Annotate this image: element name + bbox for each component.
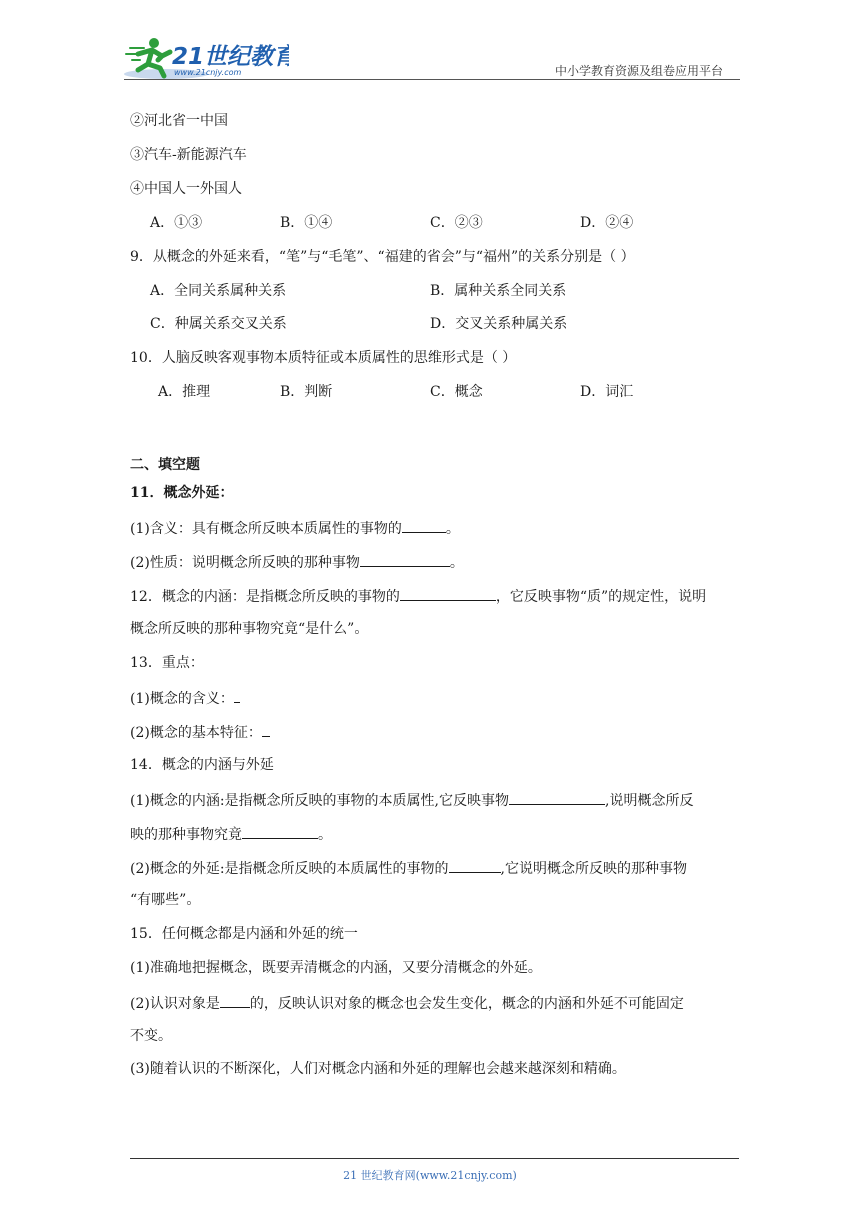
q14-blank-2[interactable]	[242, 824, 318, 839]
q10-option-c[interactable]: C．概念	[430, 384, 483, 400]
footer-divider	[130, 1158, 739, 1159]
q14-line-2-text: 映的那种事物究竟	[130, 827, 242, 843]
q9-option-c[interactable]: C．种属关系交叉关系	[150, 316, 287, 332]
q9-stem: 9．从概念的外延来看，“笔”与“毛笔”、“福建的省会”与“福州”的关系分别是（ ）	[130, 249, 635, 265]
q11-line-1-text: (1)含义：具有概念所反映本质属性的事物的	[130, 521, 402, 537]
q14-line-2	[130, 824, 332, 844]
q9-option-a[interactable]: A．全同关系属种关系	[150, 283, 287, 299]
q13-line-2-text: (2)概念的基本特征：	[130, 725, 262, 741]
q13-blank-2[interactable]	[262, 722, 270, 737]
q14-line-3	[130, 858, 687, 878]
q11-line-1-end: 。	[445, 521, 460, 537]
q14-line-3-end: ,它说明概念所反映的那种事物	[500, 861, 687, 877]
q13-title: 13．重点：	[130, 655, 204, 671]
q8-option-b[interactable]: B．①④	[280, 215, 333, 231]
q8-item-3: ③汽车-新能源汽车	[130, 147, 247, 163]
q15-line-4: (3)随着认识的不断深化，人们对概念内涵和外延的理解也会越来越深刻和精确。	[130, 1061, 626, 1077]
q12-blank-1[interactable]	[400, 586, 496, 601]
q8-option-a[interactable]: A．①③	[150, 215, 203, 231]
q11-line-1	[130, 518, 460, 538]
q15-line-2-text: (2)认识对象是	[130, 996, 220, 1012]
q13-line-1-text: (1)概念的含义：	[130, 691, 234, 707]
q14-line-4: “有哪些”。	[130, 892, 201, 908]
q12-line-2: 概念所反映的那种事物究竟“是什么”。	[130, 621, 369, 637]
q14-line-1-end: ,说明概念所反	[605, 793, 694, 809]
q12-line-1-end: ，它反映事物“质”的规定性，说明	[495, 589, 707, 605]
q10-option-b[interactable]: B．判断	[280, 384, 333, 400]
q14-title: 14．概念的内涵与外延	[130, 757, 274, 773]
q10-stem: 10．人脑反映客观事物本质特征或本质属性的思维形式是（ ）	[130, 350, 517, 366]
q13-blank-1[interactable]	[234, 688, 240, 703]
q12-line-1	[130, 586, 706, 606]
q10-option-a[interactable]: A．推理	[158, 384, 211, 400]
q8-option-c[interactable]: C．②③	[430, 215, 483, 231]
q10-option-d[interactable]: D．词汇	[580, 384, 634, 400]
q15-blank-1[interactable]	[220, 993, 250, 1008]
q8-option-d[interactable]: D．②④	[580, 215, 634, 231]
q14-line-3-text: (2)概念的外延:是指概念所反映的本质属性的事物的	[130, 861, 449, 877]
q8-item-4: ④中国人一外国人	[130, 181, 242, 197]
header-divider	[124, 79, 740, 80]
q13-line-1	[130, 688, 240, 708]
q11-title: 11．概念外延：	[130, 485, 234, 501]
q15-line-2-end: 的，反映认识对象的概念也会发生变化，概念的内涵和外延不可能固定	[249, 996, 684, 1012]
q11-line-2-text: (2)性质：说明概念所反映的那种事物	[130, 555, 360, 571]
site-logo	[124, 34, 289, 80]
q15-line-1: (1)准确地把握概念，既要弄清概念的内涵，又要分清概念的外延。	[130, 960, 542, 976]
q14-line-1	[130, 790, 693, 810]
q13-line-2	[130, 722, 270, 742]
q15-line-3: 不变。	[130, 1028, 172, 1044]
q11-blank-2[interactable]	[360, 552, 450, 567]
q12-line-1-text: 12．概念的内涵：是指概念所反映的事物的	[130, 589, 400, 605]
q9-option-d[interactable]: D．交叉关系种属关系	[430, 316, 568, 332]
q8-item-2: ②河北省一中国	[130, 113, 228, 129]
header-platform-text: 中小学教育资源及组卷应用平台	[554, 64, 723, 78]
q14-blank-3[interactable]	[449, 858, 501, 873]
runner-logo-icon	[124, 34, 289, 80]
logo-url: www.21cnjy.com	[174, 68, 242, 77]
q9-option-b[interactable]: B．属种关系全同关系	[430, 283, 567, 299]
q15-title: 15．任何概念都是内涵和外延的统一	[130, 926, 358, 942]
q14-line-1-text: (1)概念的内涵:是指概念所反映的事物的本质属性,它反映事物	[130, 793, 509, 809]
section-title-fill-blank: 二、填空题	[130, 457, 200, 473]
q11-line-2	[130, 552, 464, 572]
logo-text: 21世纪教育	[172, 44, 289, 70]
q14-line-2-end: 。	[318, 827, 332, 843]
q11-blank-1[interactable]	[402, 518, 446, 533]
q15-line-2	[130, 993, 684, 1013]
q14-blank-1[interactable]	[509, 790, 605, 805]
q11-line-2-end: 。	[449, 555, 464, 571]
footer-site-link[interactable]: 21 世纪教育网(www.21cnjy.com)	[343, 1169, 517, 1182]
